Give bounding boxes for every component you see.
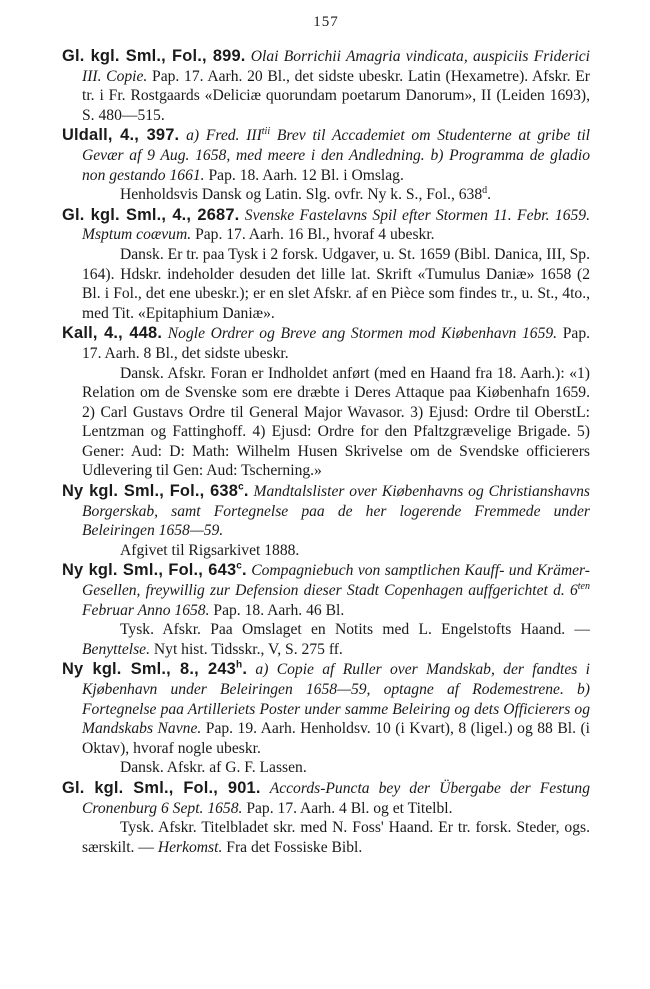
entry-title-b: Fortegnelse paa Artilleriets Poster under samme Beleiring og dets Officierers og Mandskabs Navne. (82, 700, 590, 738)
title-label-a: a) (186, 127, 200, 145)
entry-note (62, 245, 590, 323)
shelfmark (62, 482, 249, 500)
note-text-end: Fra det Fossiske Bibl. (226, 838, 363, 856)
entry-details: Pap. 17. Aarh. 4 Bl. og et Titelbl. (246, 799, 453, 817)
shelfmark-text: Ny kgl. Sml., 8., 243 (62, 660, 236, 679)
entry-note (62, 818, 590, 857)
title-a-text: Fred. III (205, 127, 262, 145)
entry-title: Nogle Ordrer og Breve ang Stormen mod Kiøbenhavn 1659. (167, 325, 558, 343)
catalog-entry (62, 561, 590, 659)
shelfmark-sup: h (236, 659, 243, 671)
entry-title-a: Copie af Ruller over Mandskab, der fandtes i Kjøbenhavn under Beleiringen 1658—59, optagne af Rodemestrene. (82, 661, 590, 698)
shelfmark-end: . (243, 482, 249, 501)
entry-details: Pap. 17. Aarh. 20 Bl., det sidste ubeskr. Latin (Hexametre). Afskr. Er tr. i Fr. Rostgaards «Deliciæ quorundam poetarum Danorum», II (Leiden 1693), S. 480—515. (82, 67, 590, 124)
catalog-entry (62, 126, 590, 204)
title-end: Februar Anno 1658. (82, 601, 210, 619)
note-text: Tysk. Afskr. Paa Omslaget en Notits med L. Engelstofts Haand. — (120, 621, 590, 639)
entry-head (62, 206, 590, 245)
entry-head (62, 324, 590, 363)
shelfmark: Gl. kgl. Sml., Fol., 901. (62, 778, 261, 797)
entry-head (62, 561, 590, 620)
catalog-entry (62, 482, 590, 560)
title-a-rest: Brev til Accademiet om Studenterne at gribe til Gevær af 9 Aug. 1658, med meere i den Andledning. (82, 127, 590, 164)
title-label-b: b) (430, 146, 444, 164)
note-text: Tysk. Afskr. Titelbladet skr. med N. Foss' Haand. Er tr. forsk. Steder, ogs. særskilt. — (82, 819, 590, 856)
entry-details: Pap. 17. Aarh. 8 Bl., det sidste ubeskr. (82, 325, 591, 362)
entry-details: Pap. 18. Aarh. 46 Bl. (213, 601, 345, 619)
entry-title: Olai Borrichii Amagria vindicata, auspiciis Friderici III. Copie. (82, 48, 590, 85)
note-italic: Benyttelse. (82, 640, 150, 658)
note-sup: d (482, 184, 488, 196)
entry-title: Svenske Fastelavns Spil efter Stormen 11. Febr. 1659. Msptum coævum. (82, 206, 590, 244)
shelfmark (62, 561, 247, 579)
entry-title-b: Programma de gladio non gestando 1661. (82, 146, 590, 184)
document-page (62, 14, 590, 858)
entry-title: Accords-Puncta bey der Übergabe der Festung Cronenburg 6 Sept. 1658. (82, 779, 591, 817)
shelfmark: Gl. kgl. Sml., 4., 2687. (62, 205, 240, 224)
shelfmark-end: . (242, 660, 248, 679)
catalog-entry (62, 324, 590, 481)
note-text: Dansk. Er tr. paa Tysk i 2 forsk. Udgaver, u. St. 1659 (Bibl. Danica, III, Sp. 164). Hdskr. indeholder desuden det lille lat. Skrift «Tumulus Daniæ» 1658 (2 Bl. i Fol., det ene ubeskr.); er en slet Afskr. af en Pièce som findes tr., u. St., 4to., med Tit. «Epitaphium Daniæ». (82, 245, 590, 322)
shelfmark (62, 660, 247, 678)
note-text: Henholdsvis Dansk og Latin. Slg. ovfr. Ny k. S., Fol., 638 (120, 186, 483, 204)
title-a-sup: tii (261, 126, 271, 138)
entry-head (62, 482, 590, 541)
entry-note (62, 364, 590, 482)
title-sup: ten (577, 580, 590, 592)
entry-details: Pap. 17. Aarh. 16 Bl., hvoraf 4 ubeskr. (195, 226, 435, 244)
entry-note (62, 620, 590, 659)
catalog-entry (62, 779, 590, 857)
note-text-end: Nyt hist. Tidsskr., V, S. 275 ff. (153, 640, 343, 658)
shelfmark-end: . (242, 561, 247, 580)
note-italic: Herkomst. (157, 838, 223, 856)
entry-head (62, 126, 590, 185)
entry-title: Mandtalslister over Kiøbenhavns og Christianshavns Borgerskab, samt Fortegnelse paa de her logerende Fremmede under Beleiringen 1658—59. (82, 483, 590, 540)
entry-details: Pap. 19. Aarh. Henholdsv. 10 (i Kvart), 8 (ligel.) og 88 Bl. (i Oktav), hvoraf nogle ubeskr. (82, 720, 590, 757)
note-end: . (487, 186, 492, 204)
shelfmark-sup: c (238, 481, 244, 493)
shelfmark: Kall, 4., 448. (62, 324, 163, 343)
note-text: Dansk. Afskr. af G. F. Lassen. (120, 759, 307, 777)
catalog-entry (62, 47, 590, 125)
catalog-entry (62, 660, 590, 778)
entry-note (62, 185, 590, 205)
note-text: Dansk. Afskr. Foran er Indholdet anført (med en Haand fra 18. Aarh.): «1) Relation om de Svenske som ere dræbte i Deres Attaque paa Kiøbenhafn 1659. 2) Carl Gustavs Ordre til General Major Wavasor. 3) Ejusd: Ordre til OberstL: Lentzman og Fattinghoff. 4) Ejusd: Ordre for den Pfaltzgrævelige Brigade. 5) Gener: Aud: D: Math: Wilhelm Husen Skrivelse om de Svendske officierers Udlevering til Gen: Aud: Tscherning.» (82, 364, 590, 480)
shelfmark: Uldall, 4., 397. (62, 126, 180, 145)
title-label-a: a) (255, 661, 269, 679)
title-label-b: b) (577, 681, 590, 698)
entry-note (62, 541, 590, 561)
shelfmark-text: Ny kgl. Sml., Fol., 638 (62, 482, 239, 501)
shelfmark: Gl. kgl. Sml., Fol., 899. (62, 47, 246, 65)
title-text: Compagniebuch von samptlichen Kauff- und Krämer-Gesellen, freywillig zur Defension dieser Stadt Copenhagen auffgerichtet d. 6 (82, 562, 590, 600)
catalog-entry (62, 206, 590, 324)
note-text: Afgivet til Rigsarkivet 1888. (120, 541, 300, 559)
page-number: 157 (313, 14, 339, 30)
entry-head (62, 47, 590, 125)
entry-details: Pap. 18. Aarh. 12 Bl. i Omslag. (208, 166, 404, 184)
entry-head (62, 779, 590, 818)
entry-head (62, 660, 590, 758)
entry-note (62, 758, 590, 778)
shelfmark-text: Ny kgl. Sml., Fol., 643 (62, 561, 237, 580)
shelfmark-sup: c (236, 560, 243, 572)
